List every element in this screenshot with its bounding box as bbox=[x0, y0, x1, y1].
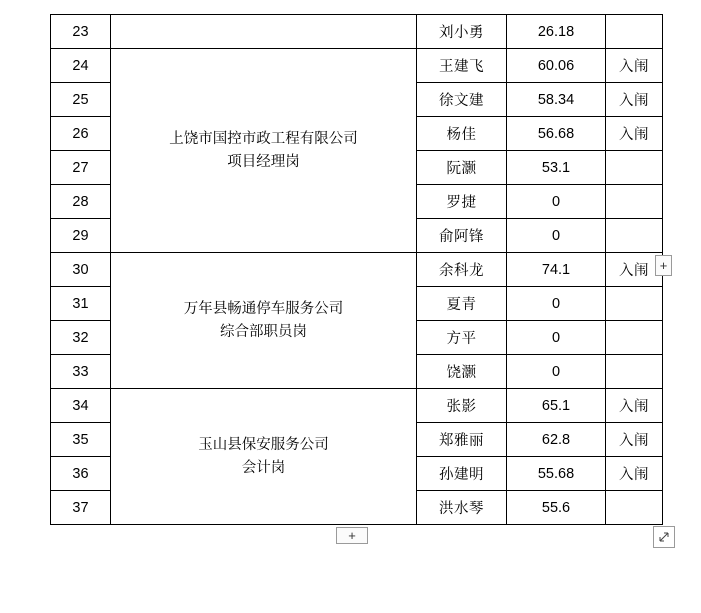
cell-score: 60.06 bbox=[507, 49, 606, 83]
cell-no: 31 bbox=[51, 287, 111, 321]
table-body bbox=[51, 15, 663, 525]
cell-score: 0 bbox=[507, 185, 606, 219]
cell-no: 28 bbox=[51, 185, 111, 219]
cell-no: 34 bbox=[51, 389, 111, 423]
cell-no: 32 bbox=[51, 321, 111, 355]
cell-no: 24 bbox=[51, 49, 111, 83]
cell-no: 37 bbox=[51, 491, 111, 525]
expand-row-label: + bbox=[348, 528, 356, 543]
cell-score: 26.18 bbox=[507, 15, 606, 49]
cell-name: 杨佳 bbox=[417, 117, 507, 151]
resize-corner-icon[interactable] bbox=[653, 526, 675, 548]
cell-score: 58.34 bbox=[507, 83, 606, 117]
cell-score: 55.68 bbox=[507, 457, 606, 491]
cell-result bbox=[606, 321, 663, 355]
cell-no: 33 bbox=[51, 355, 111, 389]
cell-no: 23 bbox=[51, 15, 111, 49]
cell-name: 夏青 bbox=[417, 287, 507, 321]
cell-no: 30 bbox=[51, 253, 111, 287]
expand-column-button[interactable] bbox=[655, 255, 672, 276]
cell-score: 65.1 bbox=[507, 389, 606, 423]
cell-no: 36 bbox=[51, 457, 111, 491]
cell-name: 饶灏 bbox=[417, 355, 507, 389]
cell-position-group-1 bbox=[111, 49, 417, 253]
table-row bbox=[51, 253, 663, 287]
cell-position-group-2 bbox=[111, 253, 417, 389]
cell-result bbox=[606, 151, 663, 185]
cell-no: 29 bbox=[51, 219, 111, 253]
cell-name: 刘小勇 bbox=[417, 15, 507, 49]
cell-name: 余科龙 bbox=[417, 253, 507, 287]
cell-score: 0 bbox=[507, 219, 606, 253]
position-line-2: 会计岗 bbox=[241, 459, 286, 476]
cell-name: 方平 bbox=[417, 321, 507, 355]
cell-score: 0 bbox=[507, 355, 606, 389]
results-table bbox=[50, 14, 663, 525]
cell-result bbox=[606, 287, 663, 321]
cell-result: 入闱 bbox=[606, 117, 663, 151]
cell-no: 27 bbox=[51, 151, 111, 185]
cell-name: 王建飞 bbox=[417, 49, 507, 83]
cell-position-group-0 bbox=[111, 15, 417, 49]
cell-result bbox=[606, 185, 663, 219]
cell-no: 25 bbox=[51, 83, 111, 117]
cell-name: 郑雅丽 bbox=[417, 423, 507, 457]
cell-name: 张影 bbox=[417, 389, 507, 423]
cell-name: 孙建明 bbox=[417, 457, 507, 491]
expand-row-button[interactable] bbox=[336, 527, 368, 544]
cell-score: 0 bbox=[507, 321, 606, 355]
position-line-1: 玉山县保安服务公司 bbox=[198, 437, 329, 454]
cell-name: 洪水琴 bbox=[417, 491, 507, 525]
cell-result bbox=[606, 15, 663, 49]
table-row bbox=[51, 49, 663, 83]
table-row bbox=[51, 15, 663, 49]
cell-score: 53.1 bbox=[507, 151, 606, 185]
cell-name: 徐文建 bbox=[417, 83, 507, 117]
cell-score: 55.6 bbox=[507, 491, 606, 525]
cell-result: 入闱 bbox=[606, 423, 663, 457]
cell-result: 入闱 bbox=[606, 389, 663, 423]
table-row bbox=[51, 389, 663, 423]
cell-position-group-3 bbox=[111, 389, 417, 525]
cell-result: 入闱 bbox=[606, 457, 663, 491]
cell-no: 26 bbox=[51, 117, 111, 151]
position-line-2: 综合部职员岗 bbox=[220, 323, 307, 340]
cell-score: 74.1 bbox=[507, 253, 606, 287]
cell-result bbox=[606, 491, 663, 525]
cell-score: 62.8 bbox=[507, 423, 606, 457]
cell-name: 罗捷 bbox=[417, 185, 507, 219]
cell-name: 阮灏 bbox=[417, 151, 507, 185]
position-line-2: 项目经理岗 bbox=[227, 153, 300, 170]
position-line-1: 上饶市国控市政工程有限公司 bbox=[169, 131, 358, 148]
cell-result: 入闱 bbox=[606, 49, 663, 83]
cell-no: 35 bbox=[51, 423, 111, 457]
cell-score: 56.68 bbox=[507, 117, 606, 151]
cell-name: 俞阿锋 bbox=[417, 219, 507, 253]
cell-result: 入闱 bbox=[606, 83, 663, 117]
position-line-1: 万年县畅通停车服务公司 bbox=[183, 301, 344, 318]
cell-result: 入闱 bbox=[606, 253, 663, 287]
cell-result bbox=[606, 219, 663, 253]
cell-result bbox=[606, 355, 663, 389]
expand-column-label: + bbox=[659, 258, 668, 273]
cell-score: 0 bbox=[507, 287, 606, 321]
